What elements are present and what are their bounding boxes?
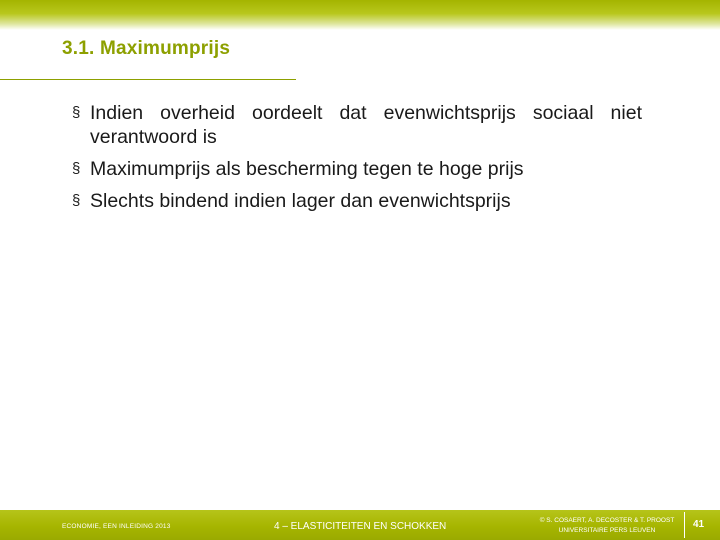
square-bullet-icon: § bbox=[72, 160, 81, 177]
bullet-text: Maximumprijs als bescherming tegen te hoge prijs bbox=[90, 158, 524, 180]
footer-chapter-title: 4 – ELASTICITEITEN EN SCHOKKEN bbox=[274, 521, 447, 532]
title-underline bbox=[0, 79, 296, 80]
footer-copyright-publisher: UNIVERSITAIRE PERS LEUVEN bbox=[558, 527, 656, 534]
bullet-list bbox=[72, 101, 642, 221]
bullet-item bbox=[72, 101, 642, 149]
footer-copyright-authors: © S. COSAERT, A. DECOSTER & T. PROOST bbox=[539, 517, 675, 524]
square-bullet-icon: § bbox=[72, 192, 81, 209]
page-number: 41 bbox=[693, 519, 705, 530]
bullet-item bbox=[72, 157, 642, 181]
slide-title: 3.1. Maximumprijs bbox=[62, 38, 231, 59]
top-decorative-band bbox=[0, 0, 720, 30]
footer-copyright bbox=[536, 516, 678, 536]
bullet-text: Indien overheid oordeelt dat evenwichtsprijs sociaal niet verantwoord is bbox=[90, 102, 642, 148]
bullet-text: Slechts bindend indien lager dan evenwichtsprijs bbox=[90, 190, 511, 212]
footer-bar bbox=[0, 510, 720, 540]
footer-divider bbox=[684, 512, 685, 538]
bullet-item bbox=[72, 189, 642, 213]
footer-course-title: ECONOMIE, EEN INLEIDING 2013 bbox=[62, 523, 171, 530]
square-bullet-icon: § bbox=[72, 104, 81, 121]
